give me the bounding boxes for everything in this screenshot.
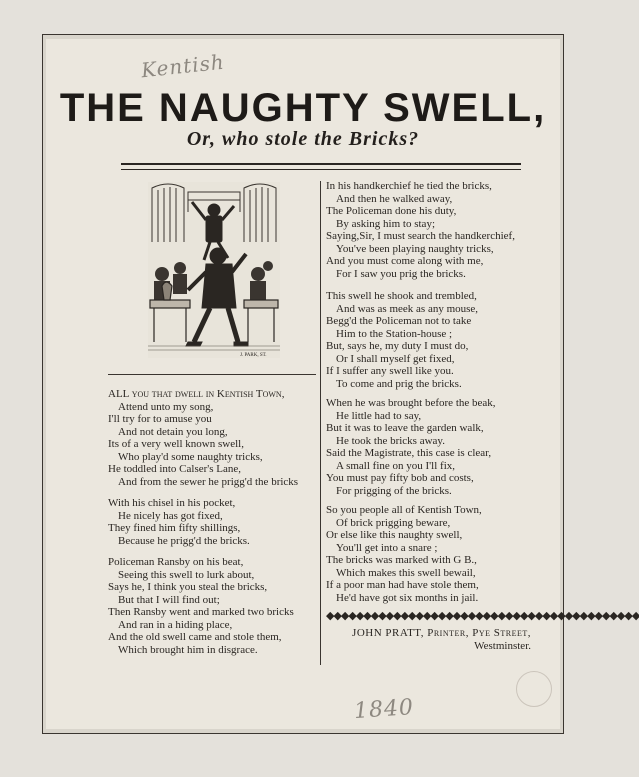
verse-line: He toddled into Calser's Lane, (108, 463, 242, 475)
verse-line: In his handkerchief he tied the bricks, (326, 180, 492, 192)
verse-right-1 (326, 180, 515, 280)
verse-line: He took the bricks away. (336, 434, 445, 447)
verse-line: But, says he, my duty I must do, (326, 340, 469, 352)
left-column-rule (108, 374, 316, 375)
verse-line: So you people all of Kentish Town, (326, 504, 482, 516)
verse-line: I'll try for to amuse you (108, 413, 212, 425)
verse-line: You'll get into a snare ; (336, 541, 438, 554)
verse-line: He'd have got six months in jail. (336, 591, 479, 604)
verse-line: Says he, I think you steal the bricks, (108, 581, 268, 593)
verse-line: You've been playing naughty tricks, (336, 242, 494, 255)
verse-line: Which brought him in disgrace. (118, 643, 258, 656)
verse-line: He nicely has got fixed, (118, 509, 223, 522)
verse-line: Or else like this naughty swell, (326, 529, 463, 541)
woodcut-signature: J. PARK, ST. (240, 353, 267, 358)
verse-line: When he was brought before the beak, (326, 397, 496, 409)
verse-line: But it was to leave the garden walk, (326, 422, 484, 434)
verse-right-3 (326, 397, 496, 497)
verse-line: And then he walked away, (336, 192, 453, 205)
pencil-annotation-date: 1840 (353, 694, 415, 725)
verse-line: And from the sewer he prigg'd the bricks (118, 475, 299, 488)
verse-line: But that I will find out; (118, 593, 220, 606)
verse-line: With his chisel in his pocket, (108, 497, 236, 509)
verse-left-1 (108, 388, 298, 488)
verse-right-4 (326, 504, 482, 604)
printer-place: Westminster. (474, 640, 531, 652)
verse-line: And the old swell came and stole them, (108, 631, 282, 643)
verse-line: And ran in a hiding place, (118, 618, 233, 631)
verse-line: Begg'd the Policeman not to take (326, 315, 472, 327)
verse-line: Said the Magistrate, this case is clear, (326, 447, 492, 459)
verse-line: By asking him to stay; (336, 217, 435, 230)
verse-right-2 (326, 290, 478, 390)
verse-line: This swell he shook and trembled, (326, 290, 477, 302)
library-stamp (516, 671, 552, 707)
verse-line: Saying,Sir, I must search the handkerchief, (326, 230, 515, 242)
verse-line: To come and prig the bricks. (336, 377, 462, 390)
verse-line: If I suffer any swell like you. (326, 365, 454, 377)
verse-line: He little had to say, (336, 409, 422, 422)
ornament-border: ◆◆◆◆◆◆◆◆◆◆◆◆◆◆◆◆◆◆◆◆◆◆◆◆◆◆◆◆◆◆◆◆◆◆◆◆◆◆◆◆◆◆ (326, 610, 639, 622)
verse-line: ALL you that dwell in Kentish Town, (108, 388, 285, 400)
verse-line: The bricks was marked with G B., (326, 554, 477, 566)
verse-line: Because he prigg'd the bricks. (118, 534, 250, 547)
broadside-sheet (46, 39, 639, 729)
verse-line: Attend unto my song, (118, 400, 214, 413)
verse-line: Of brick prigging beware, (336, 516, 451, 529)
verse-line: If a poor man had have stole them, (326, 579, 479, 591)
printer-name: JOHN PRATT, Printer, Pye Street, (352, 627, 531, 639)
verse-line: For I saw you prig the bricks. (336, 267, 466, 280)
verse-line: And not detain you long, (118, 425, 228, 438)
verse-line: A small fine on you I'll fix, (336, 459, 455, 472)
pencil-annotation-top: Kentish (139, 49, 226, 83)
verse-left-3 (108, 556, 294, 656)
verse-line: And you must come along with me, (326, 255, 484, 267)
printer-imprint (326, 627, 531, 653)
ballad-subtitle: Or, who stole the Bricks? (186, 128, 420, 150)
verse-left-2 (108, 497, 250, 547)
woodcut-illustration (148, 182, 280, 358)
verse-line: And was as meek as any mouse, (336, 302, 479, 315)
verse-line: Or I shall myself get fixed, (336, 352, 455, 365)
verse-line: Seeing this swell to lurk about, (118, 568, 255, 581)
verse-line: The Policeman done his duty, (326, 205, 457, 217)
verse-line: They fined him fifty shillings, (108, 522, 241, 534)
verse-line: Then Ransby went and marked two bricks (108, 606, 294, 618)
verse-line: Which makes this swell bewail, (336, 566, 476, 579)
verse-line: For prigging of the bricks. (336, 484, 452, 497)
verse-line: Him to the Station-house ; (336, 327, 453, 340)
verse-line: You must pay fifty bob and costs, (326, 472, 474, 484)
verse-line: Policeman Ransby on his beat, (108, 556, 244, 568)
title-rule (121, 163, 521, 170)
ballad-title: THE NAUGHTY SWELL, (59, 86, 547, 130)
column-divider (320, 181, 321, 665)
verse-line: Who play'd some naughty tricks, (118, 450, 263, 463)
verse-line: Its of a very well known swell, (108, 438, 244, 450)
